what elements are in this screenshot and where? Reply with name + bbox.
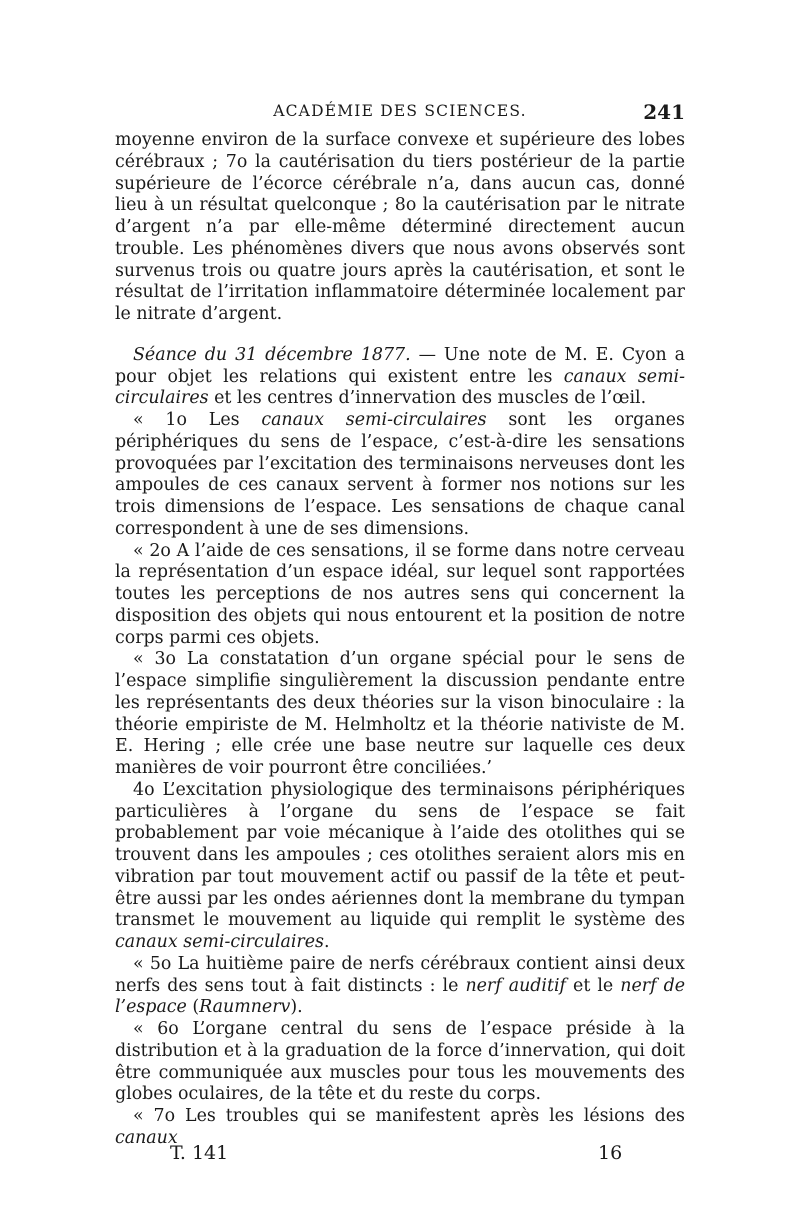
running-title: ACADÉMIE DES SCIENCES. [273, 102, 527, 120]
paragraph-1: « 1o Les canaux semi-circulaires sont les organes périphériques du sens de l’espace, c’est-à-dire les sensations provoquées par l’excitation des terminaisons nerveuses dont les ampoules de ces canaux servent à former nos notions sur les trois dimensions de l’espace. Les sensations de chaque canal correspondent à une de ses dimensions. [115, 410, 685, 539]
paragraph-4: 4o L’excitation physiologique des terminaisons périphériques particulières à l’organe du sens de l’espace se fait probablement par voie mécanique à l’aide des otolithes qui se trouvent dans les ampoules ; ces otolithes seraient alors mis en vibration par tout mouvement actif ou passif de la tête et peut-être aussi par les ondes aériennes dont la membrane du tympan transmet le mouvement au liquide qui remplit le système des canaux semi-circulaires. [115, 779, 685, 952]
paragraph-continuation: moyenne environ de la surface convexe et supérieure des lobes cérébraux ; 7o la cautérisation du tiers postérieur de la partie supérieure de l’écorce cérébrale n’a, dans aucun cas, donné lieu à un résultat quelconque ; 8o la cautérisation par le nitrate d’argent n’a par elle-même déterminé directement aucun trouble. Les phénomènes divers que nous avons observés sont survenus trois ou quatre jours après la cautérisation, et sont le résultat de l’irritation inflammatoire déterminée localement par le nitrate d’argent. [115, 130, 685, 324]
paragraph-2: « 2o A l’aide de ces sensations, il se forme dans notre cerveau la représentation d’un espace idéal, sur lequel sont rapportées toutes les perceptions de nos autres sens qui concernent la disposition des objets qui nous entourent et la position de notre corps parmi ces objets. [115, 540, 685, 648]
running-head [115, 100, 685, 126]
paragraph-7: « 7o Les troubles qui se manifestent après les lésions des canaux [115, 1106, 685, 1148]
paragraph-3: « 3o La constatation d’un organe spécial pour le sens de l’espace simplifie singulièrement la discussion pendante entre les représentants des deux théories sur la vison binoculaire : la théorie empiriste de M. Helmholtz et la théorie nativiste de M. E. Hering ; elle crée une base neutre sur laquelle ces deux manières de voir pourront être conciliées.’ [115, 649, 685, 778]
seance-date: Séance du 31 décembre 1877. [133, 344, 411, 365]
paragraph-seance: Séance du 31 décembre 1877. — Une note de M. E. Cyon a pour objet les relations qui existent entre les canaux semi-circulaires et les centres d’innervation des muscles de l’œil. [115, 344, 685, 409]
sheet-mark: T. 141 [170, 1142, 229, 1164]
body-text [115, 130, 685, 1150]
signature-mark: 16 [598, 1142, 623, 1164]
paragraph-5: « 5o La huitième paire de nerfs cérébraux contient ainsi deux nerfs des sens tout à fait distincts : le nerf auditif et le nerf de l’espace (Raumnerv). [115, 953, 685, 1018]
paragraph-6: « 6o L’organe central du sens de l’espace préside à la distribution et à la graduation de la force d’innervation, qui doit être communiquée aux muscles pour tous les mouvements des globes oculaires, de la tête et du reste du corps. [115, 1019, 685, 1105]
page-number: 241 [643, 100, 685, 124]
